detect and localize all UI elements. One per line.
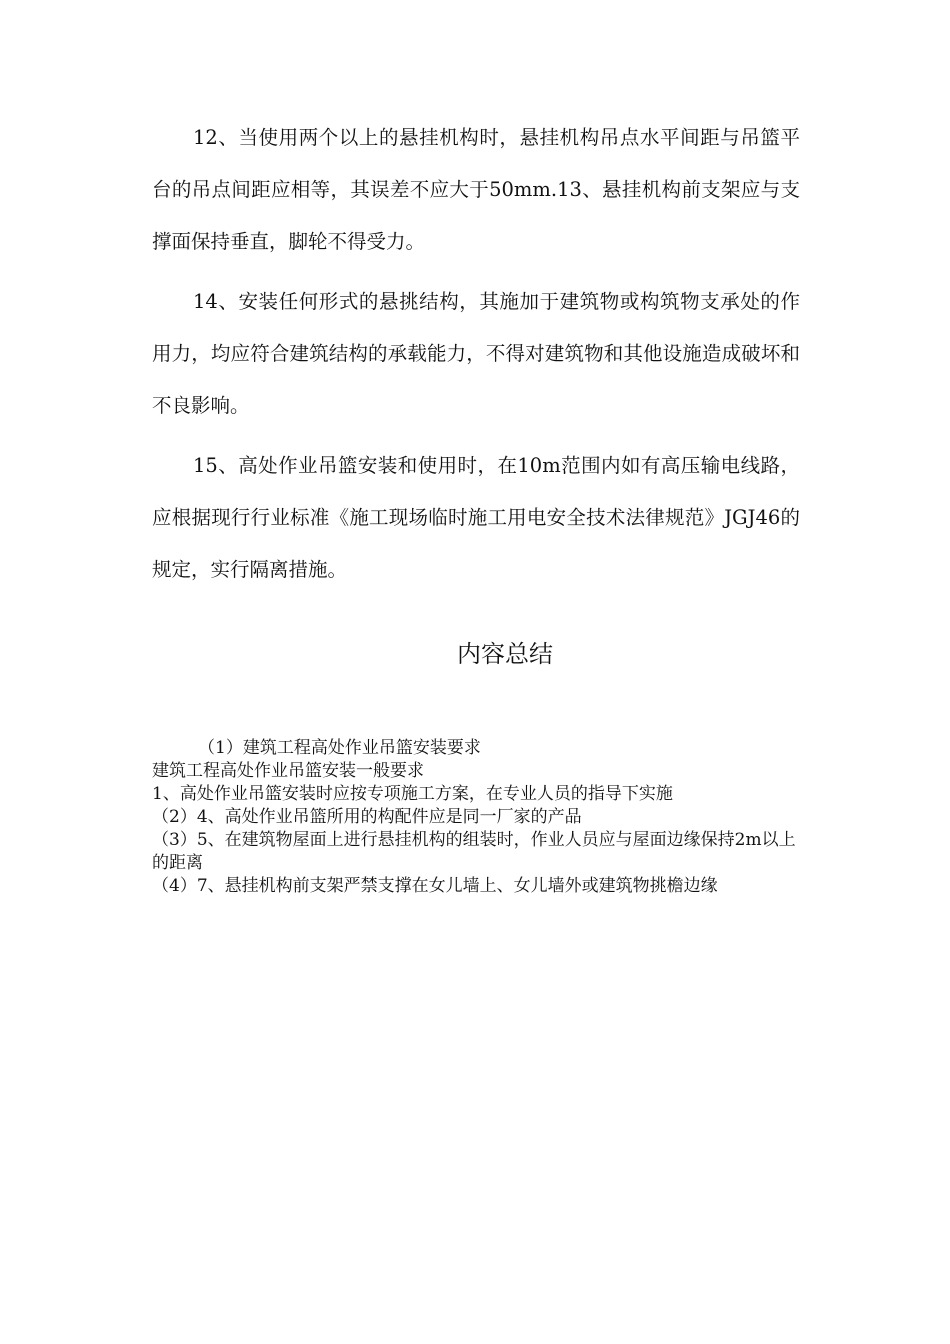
paragraph-14: 14、安装任何形式的悬挑结构，其施加于建筑物或构筑物支承处的作用力，均应符合建筑结构的承载能力，不得对建筑物和其他设施造成破坏和不良影响。 [152,290,800,417]
summary-line: 1、高处作业吊篮安装时应按专项施工方案，在专业人员的指导下实施 [152,784,673,804]
summary-line: （4）7、悬挂机构前支架严禁支撑在女儿墙上、女儿墙外或建筑物挑檐边缘 [152,876,718,896]
paragraph-12-13: 12、当使用两个以上的悬挂机构时，悬挂机构吊点水平间距与吊篮平台的吊点间距应相等，其误差不应大于50mm.13、悬挂机构前支架应与支撑面保持垂直，脚轮不得受力。 [152,126,800,253]
summary-list [152,737,802,898]
body-text [152,112,800,604]
summary-title: 内容总结 [457,640,553,668]
summary-line: （3）5、在建筑物屋面上进行悬挂机构的组装时，作业人员应与屋面边缘保持2m以上的距离 [152,830,796,873]
summary-line: （2）4、高处作业吊篮所用的构配件应是同一厂家的产品 [152,807,582,827]
summary-line: 建筑工程高处作业吊篮安装一般要求 [152,761,424,781]
summary-line: （1）建筑工程高处作业吊篮安装要求 [198,738,481,758]
paragraph-15: 15、高处作业吊篮安装和使用时，在10m范围内如有高压输电线路，应根据现行行业标准《施工现场临时施工用电安全技术法律规范》JGJ46的规定，实行隔离措施。 [152,454,800,581]
